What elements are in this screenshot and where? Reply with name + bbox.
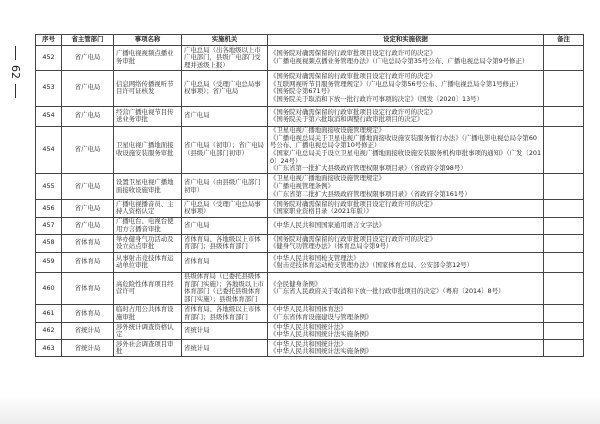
basis-line: 《广东省体育设施建设与管理条例》 (270, 312, 373, 321)
page-number-rule-bottom (15, 84, 16, 98)
table-row (36, 340, 584, 357)
row-note (544, 305, 584, 323)
basis-line: 《广东省人民政府关于取消和下放一批行政审批项目的决定》（粤府〔2014〕8号） (270, 287, 505, 296)
row-item-name: 涉外统计调查资格认定 (114, 323, 182, 340)
row-dept: 省体育局 (62, 305, 114, 323)
table-row (36, 234, 584, 252)
row-number: 455 (36, 174, 62, 200)
row-agency: 省统计局 (182, 323, 268, 340)
row-number: 454 (36, 106, 62, 126)
basis-line: 《国务院对确需保留的行政审批项目设定行政许可的决定》 (270, 234, 437, 243)
row-agency: 省统计局 (182, 340, 268, 357)
row-number: 457 (36, 217, 62, 234)
basis-line: 《卫星电视广播地面接收设施管理规定》 (270, 174, 386, 183)
row-agency: 省广电局（由县级广电部门初审） (182, 174, 268, 200)
row-agency: 省广电局 (182, 217, 268, 234)
row-note (544, 340, 584, 357)
header-dept: 省主管部门 (62, 35, 114, 46)
row-item-name: 经营广播电视节目传送业务审批 (114, 106, 182, 126)
table-row (36, 305, 584, 323)
row-basis (268, 46, 544, 71)
row-number: 454 (36, 126, 62, 174)
table-row (36, 106, 584, 126)
basis-line: 《国务院关于第六批取消和调整行政审批项目的决定》 (270, 115, 424, 124)
header-note: 备注 (544, 35, 584, 46)
row-basis (268, 217, 544, 234)
basis-line: 《广东省第二批扩大县级政府管理权限事项目录》（省政府令第161号） (270, 189, 471, 198)
row-item-name: 涉外社会调查项目审批 (114, 340, 182, 357)
header-basis: 设定和实施依据 (268, 35, 544, 46)
row-basis (268, 70, 544, 106)
table-row (36, 126, 584, 174)
row-note (544, 272, 584, 304)
row-note (544, 126, 584, 174)
basis-line: 《中华人民共和国枪支管理法》 (270, 253, 360, 262)
row-note (544, 70, 584, 106)
row-dept: 省广电局 (62, 70, 114, 106)
row-note (544, 46, 584, 71)
basis-line: 《国家职业资格目录（2021年版）》 (270, 207, 373, 216)
row-note (544, 106, 584, 126)
basis-line: 《中华人民共和国体育法》 (270, 305, 347, 313)
table-header-row (36, 35, 584, 46)
row-number: 453 (36, 70, 62, 106)
table-row (36, 252, 584, 272)
page-number-rule-top (15, 46, 16, 60)
row-number: 452 (36, 46, 62, 71)
basis-line: 《射击竞技体育运动枪支管理办法》（国家体育总局、公安部令第12号） (270, 261, 474, 270)
row-basis (268, 200, 544, 217)
row-number: 460 (36, 272, 62, 304)
page-number-digits: 62 (9, 65, 22, 79)
row-basis (268, 234, 544, 252)
table-row (36, 323, 584, 340)
table-row (36, 46, 584, 71)
basis-line: 《广播电视视频点播业务管理办法》（广电总局令第35号公布、广播电视总局令第9号修正） (270, 56, 529, 65)
row-dept: 省广电局 (62, 106, 114, 126)
row-note (544, 323, 584, 340)
row-item-name: 高危险性体育项目经营许可 (114, 272, 182, 304)
row-basis (268, 126, 544, 174)
row-basis (268, 174, 544, 200)
row-item-name: 从事射击竞技体育运动单位审批 (114, 252, 182, 272)
row-agency: 广电总局（出各地级以上市广电部门，县级广电部门受理并送级上报） (182, 46, 268, 71)
row-number: 459 (36, 252, 62, 272)
row-note (544, 234, 584, 252)
basis-line: 《中华人民共和国统计法》 (270, 339, 347, 348)
row-number: 461 (36, 305, 62, 323)
basis-line: 《国务院对确需保留的行政审批项目设定行政许可的决定》 (270, 72, 437, 81)
basis-line: 《全民健身条例》 (270, 279, 322, 288)
row-dept: 省体育局 (62, 234, 114, 252)
row-dept: 省广电局 (62, 126, 114, 174)
table-row (36, 272, 584, 304)
row-note (544, 217, 584, 234)
row-item-name: 广播电视播音员、主持人资格认定 (114, 200, 182, 217)
row-number: 458 (36, 234, 62, 252)
row-dept: 省统计局 (62, 340, 114, 357)
basis-line: 《国务院关于取消和下放一批行政许可事项的决定》（国发〔2020〕13号） (270, 94, 483, 103)
basis-line: 《互联网视听节目服务管理规定》（广电总局令第56号公布、广播电视总局令第1号修正） (270, 79, 522, 88)
row-basis (268, 272, 544, 304)
basis-line: 《健身气功管理办法》（体育总局令第9号） (270, 242, 393, 251)
basis-line: 《国家广电总局关于设立卫星电视广播地面接收设施安装服务机构审批事项的通知》（广发〔2010〕24号） (270, 149, 542, 165)
basis-line: 《国务院令第671号》 (270, 87, 334, 96)
row-number: 462 (36, 323, 62, 340)
basis-line: 《中华人民共和国国家通用语言文字法》 (270, 220, 386, 229)
table-row (36, 70, 584, 106)
table-row (36, 217, 584, 234)
row-item-name: 举办健身气功活动及设立站点审批 (114, 234, 182, 252)
basis-line: 《广播电视管理条例》 (270, 182, 334, 191)
row-item-name: 广播电视视频点播业务审批 (114, 46, 182, 71)
table-body (36, 46, 584, 357)
row-agency: 省体育局、各地级以上市体育部门；县级体育部门 (182, 305, 268, 323)
row-basis (268, 323, 544, 340)
basis-line: 《广播电视总局关于卫星电视广播地面接收设施安装服务暂行办法》（广播电影电视总局令第60号公布、广播电视总局令第10号修正） (270, 133, 537, 150)
basis-line: 《广东省第一批扩大县级政府管理权限事项目录》（省政府令第98号） (270, 164, 467, 173)
row-basis (268, 305, 544, 323)
header-item: 事项名称 (114, 35, 182, 46)
row-dept: 省广电局 (62, 46, 114, 71)
row-item-name: 临时占用公共体育设施审批 (114, 305, 182, 323)
row-dept: 省广电局 (62, 200, 114, 217)
row-item-name: 广播电台、电视台使用方言播音审批 (114, 217, 182, 234)
row-dept: 省体育局 (62, 272, 114, 304)
row-number: 463 (36, 340, 62, 357)
row-agency: 广电总局（受理广电总局事权事项） (182, 200, 268, 217)
row-agency: 省体育局 (182, 252, 268, 272)
table-row (36, 174, 584, 200)
row-agency: 县级体育局（已委托县级体育部门实施）；各地级以上市体育部门（已委托县级体育部门实施）；县级体育部门 (182, 272, 268, 304)
header-agency: 实施机关 (182, 35, 268, 46)
row-agency: 省广电局（初审）；省广电局（县级广电部门初审） (182, 126, 268, 174)
page-number (6, 46, 24, 98)
row-item-name: 信息网络传播视听节目许可证核发 (114, 70, 182, 106)
row-dept: 省广电局 (62, 174, 114, 200)
row-note (544, 200, 584, 217)
table-row (36, 200, 584, 217)
row-dept: 省广电局 (62, 217, 114, 234)
basis-line: 《中华人民共和国统计法实施条例》 (270, 347, 373, 356)
row-agency: 省广电局 (182, 106, 268, 126)
row-agency: 省体育局、各地级以上市体育部门；县级体育部门 (182, 234, 268, 252)
row-basis (268, 252, 544, 272)
approval-items-table (35, 34, 584, 357)
basis-line: 《国务院对确需保留的行政审批项目设定行政许可的决定》 (270, 199, 437, 208)
row-item-name: 设置卫星电视广播地面接收设施审批 (114, 174, 182, 200)
row-dept: 省体育局 (62, 252, 114, 272)
row-agency: 广电总局（受理广电总局事权事项）；省广电局 (182, 70, 268, 106)
basis-line: 《中华人民共和国统计法》 (270, 322, 347, 331)
basis-line: 《卫星电视广播地面接收设施管理规定》 (270, 126, 386, 135)
row-item-name: 卫星电视广播地面接收设施安装服务审批 (114, 126, 182, 174)
header-no: 序号 (36, 35, 62, 46)
page-bottom-shadow (0, 396, 600, 424)
row-note (544, 252, 584, 272)
row-basis (268, 106, 544, 126)
row-basis (268, 340, 544, 357)
row-note (544, 174, 584, 200)
basis-line: 《国务院对确需保留的行政审批项目设定行政许可的决定》 (270, 107, 437, 116)
row-dept: 省统计局 (62, 323, 114, 340)
row-number: 456 (36, 200, 62, 217)
basis-line: 《中华人民共和国统计法实施条例》 (270, 330, 373, 339)
basis-line: 《国务院对确需保留的行政审批项目设定行政许可的决定》 (270, 49, 437, 58)
